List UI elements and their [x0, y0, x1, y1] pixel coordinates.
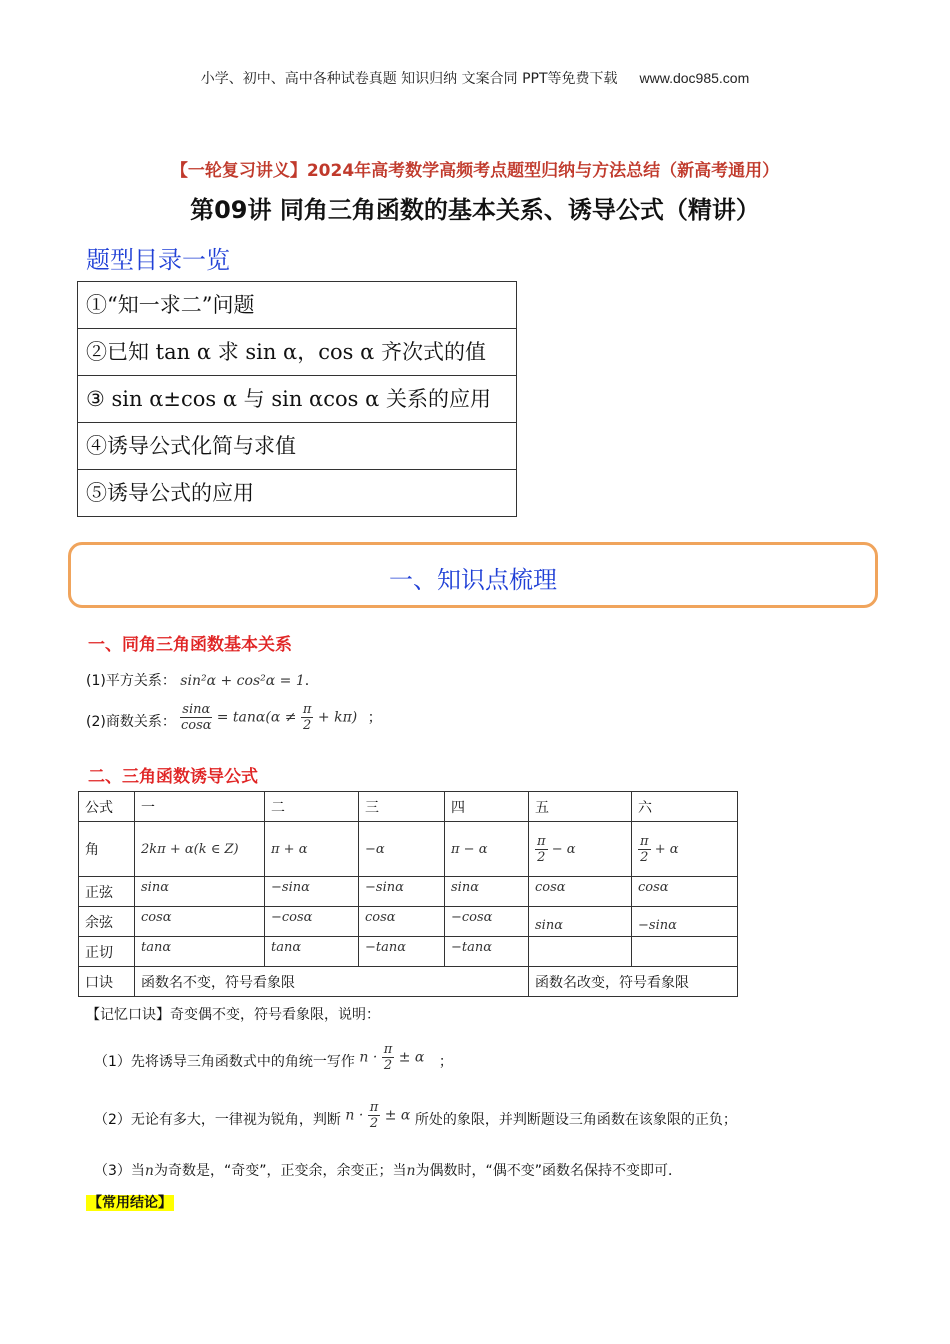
toc-item-5: ⑤诱导公式的应用 — [78, 470, 517, 517]
memo-1-pm: ± α — [398, 1049, 425, 1066]
col-2: 二 — [265, 792, 359, 822]
square-end: . — [304, 673, 310, 689]
memo-3-n1: n — [144, 1163, 154, 1179]
memo-3-c: 为偶数时，“偶不变”函数名保持不变即可． — [415, 1163, 683, 1179]
tan-6 — [632, 937, 738, 967]
memo-line-3 — [94, 1160, 682, 1180]
header-text: 小学、初中、高中各种试卷真题 知识归纳 文案合同 PPT等免费下载 — [200, 71, 618, 87]
tan-4: −tanα — [445, 937, 529, 967]
section-title: 一、知识点梳理 — [389, 566, 557, 594]
conclusion-heading — [86, 1192, 174, 1212]
sin-6: cosα — [632, 877, 738, 907]
tan-1: tanα — [135, 937, 265, 967]
quot-mid: = tanα(α ≠ — [216, 709, 297, 726]
angle-5 — [529, 822, 632, 877]
square-relation — [86, 670, 309, 690]
angle-3: −α — [359, 822, 445, 877]
part1-heading: 一、同角三角函数基本关系 — [88, 635, 292, 655]
series-title: 【一轮复习讲义】2024年高考数学高频考点题型归纳与方法总结（新高考通用） — [170, 161, 780, 181]
angle-4: π − α — [445, 822, 529, 877]
memo-1-end: ； — [438, 1054, 453, 1070]
col-3: 三 — [359, 792, 445, 822]
quot-pi-frac — [301, 702, 314, 733]
page-header — [0, 68, 950, 88]
toc-item-3: ③ sin α±cos α 与 sin αcos α 关系的应用 — [78, 376, 517, 423]
cos-6: −sinα — [632, 907, 738, 937]
quot-fraction — [180, 702, 212, 733]
row-header-angle: 角 — [79, 822, 135, 877]
cos-4: −cosα — [445, 907, 529, 937]
angle-6-frac — [638, 834, 651, 865]
angle-5-frac — [535, 834, 548, 865]
memo-3-b: 为奇数是，“奇变”，正变余，余变正；当 — [153, 1163, 407, 1179]
quot-label: (2)商数关系： — [86, 714, 176, 730]
row-header-formula: 公式 — [79, 792, 135, 822]
sin-3: −sinα — [359, 877, 445, 907]
quotient-relation — [86, 702, 382, 733]
cos-1: cosα — [135, 907, 265, 937]
col-6: 六 — [632, 792, 738, 822]
row-header-cos: 余弦 — [79, 907, 135, 937]
conclusion-label: 【常用结论】 — [88, 1195, 172, 1211]
memo-1-text: （1）先将诱导三角函数式中的角统一写作 — [94, 1054, 355, 1070]
angle-5-tail: − α — [551, 841, 576, 857]
memo-2-text-a: （2）无论有多大，一律视为锐角，判断 — [94, 1112, 341, 1128]
memo-line-2 — [94, 1100, 737, 1131]
quot-pi: π — [302, 702, 312, 717]
col-4: 四 — [445, 792, 529, 822]
memo-line-0: 【记忆口诀】奇变偶不变，符号看象限，说明： — [86, 1007, 380, 1023]
square-formula: sin²α + cos²α = 1 — [180, 673, 305, 689]
memo-2-n: n · — [345, 1107, 364, 1124]
memo-2-frac — [368, 1100, 381, 1131]
angle-5-two: 2 — [537, 849, 546, 865]
toc-item-4: ④诱导公式化简与求值 — [78, 423, 517, 470]
memo-2-two: 2 — [369, 1116, 379, 1131]
memo-2-pi: π — [369, 1100, 379, 1115]
angle-6-two: 2 — [640, 849, 649, 865]
tan-3: −tanα — [359, 937, 445, 967]
angle-6-pi: π — [640, 833, 649, 849]
memo-1-pi: π — [383, 1042, 393, 1057]
rhyme-right: 函数名改变，符号看象限 — [529, 967, 738, 997]
toc-table — [77, 281, 517, 517]
memo-1-two: 2 — [383, 1058, 393, 1073]
angle-1: 2kπ + α(k ∈ Z) — [135, 822, 265, 877]
toc-heading: 题型目录一览 — [86, 246, 230, 274]
memo-3-n2: n — [406, 1163, 416, 1179]
quot-num: sinα — [182, 702, 211, 717]
angle-6 — [632, 822, 738, 877]
toc-item-2: ②已知 tan α 求 sin α，cos α 齐次式的值 — [78, 329, 517, 376]
memo-1-n: n · — [359, 1049, 378, 1066]
memo-line-1 — [94, 1042, 453, 1073]
memo-2-text-b: 所处的象限，并判断题设三角函数在该象限的正负； — [414, 1112, 737, 1128]
page-title: 第09讲 同角三角函数的基本关系、诱导公式（精讲） — [190, 196, 760, 224]
quot-two: 2 — [303, 718, 312, 733]
quot-tail: + kπ) — [317, 709, 358, 726]
toc-item-1: ①“知一求二”问题 — [78, 282, 517, 329]
sin-1: sinα — [135, 877, 265, 907]
rhyme-left: 函数名不变，符号看象限 — [135, 967, 529, 997]
cos-2: −cosα — [265, 907, 359, 937]
angle-2: π + α — [265, 822, 359, 877]
col-1: 一 — [135, 792, 265, 822]
angle-6-tail: + α — [654, 841, 679, 857]
cos-3: cosα — [359, 907, 445, 937]
header-site[interactable]: www.doc985.com — [639, 70, 750, 86]
cos-5: sinα — [529, 907, 632, 937]
memo-2-pm: ± α — [384, 1107, 411, 1124]
square-label: (1)平方关系： — [86, 673, 176, 689]
part2-heading: 二、三角函数诱导公式 — [88, 767, 258, 787]
tan-2: tanα — [265, 937, 359, 967]
sin-5: cosα — [529, 877, 632, 907]
col-5: 五 — [529, 792, 632, 822]
memo-3-a: （3）当 — [94, 1163, 145, 1179]
induction-table — [78, 791, 738, 997]
quot-end: ； — [367, 709, 382, 726]
memo-1-frac — [382, 1042, 395, 1073]
sin-2: −sinα — [265, 877, 359, 907]
tan-5 — [529, 937, 632, 967]
row-header-tan: 正切 — [79, 937, 135, 967]
angle-5-pi: π — [537, 833, 546, 849]
row-header-sin: 正弦 — [79, 877, 135, 907]
sin-4: sinα — [445, 877, 529, 907]
row-header-rhyme: 口诀 — [79, 967, 135, 997]
quot-den: cosα — [181, 718, 212, 733]
